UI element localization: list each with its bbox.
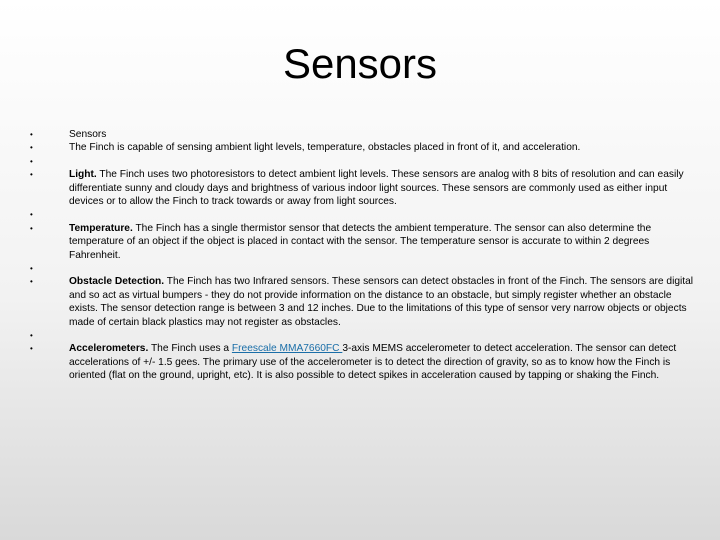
bullet-icon: • [30,331,33,341]
bullet-icon: • [30,143,33,153]
bullet-icon: • [30,170,33,180]
bullet-item-heading [30,128,702,141]
bullet-icon: • [30,210,33,220]
bullet-icon: • [30,344,33,354]
bullet-item-empty [30,155,702,168]
bullet-text: The Finch uses two photoresistors to detect ambient light levels. These sensors are analog with 8 bits of resolution and can easily differentiate sunny and cloudy days and brightness of various indoor light sources. These sensors are commonly used as either input devices or to allow the Finch to track towards or away from light sources. [69,169,684,208]
bullet-icon: • [30,277,33,287]
bullet-item-obstacle [30,275,702,329]
slide-title: Sensors [282,40,438,87]
bullet-item-empty [30,329,702,342]
bullet-list [30,128,702,383]
bullet-label: Temperature. [69,222,133,234]
bullet-label: Obstacle Detection. [69,276,165,288]
bullet-icon: • [30,156,33,166]
bullet-item-light [30,168,702,208]
bullet-icon: • [30,130,33,139]
bullet-text: The Finch has two Infrared sensors. These sensors can detect obstacles in front of the Finch. The sensors are digital and so act as virtual bumpers - they do not provide information on the distance to an obstacle, but simply register whether an obstacle exists. The sensor detection range is between 3 and 12 inches. Due to the limitations of this type of sensor very narrow objects or objects made of certain black plastics may not register as obstacles. [69,276,694,328]
freescale-link[interactable]: Freescale MMA7660FC [231,343,343,355]
bullet-item-temperature [30,222,702,262]
bullet-text: Sensors [69,129,107,140]
bullet-text: The Finch uses a [148,343,232,355]
bullet-icon: • [30,264,33,274]
bullet-label: Accelerometers. [69,343,149,355]
bullet-item-empty [30,208,702,221]
bullet-text: The Finch is capable of sensing ambient light levels, temperature, obstacles placed in front of it, and acceleration. [69,142,581,154]
bullet-text: The Finch has a single thermistor sensor that detects the ambient temperature. The sensor can also determine the temperature of an object if the object is placed in contact with the sensor. The temperature sensor is accurate to within 2 degrees Fahrenheit. [69,222,652,261]
bullet-item-intro [30,141,702,154]
bullet-text: 3-axis MEMS accelerometer to detect acceleration. The sensor can detect accelerations of +/- 1.5 gees. The primary use of the accelerometer is to detect the direction of gravity, so as to know how the Finch is oriented (flat on the ground, upright, etc). It is also possible to detect spikes in acceleration caused by tapping or shaking the Finch. [69,343,677,382]
bullet-item-accelerometers [30,342,702,382]
bullet-item-empty [30,262,702,275]
bullet-icon: • [30,223,33,233]
bullet-label: Light. [69,169,97,181]
